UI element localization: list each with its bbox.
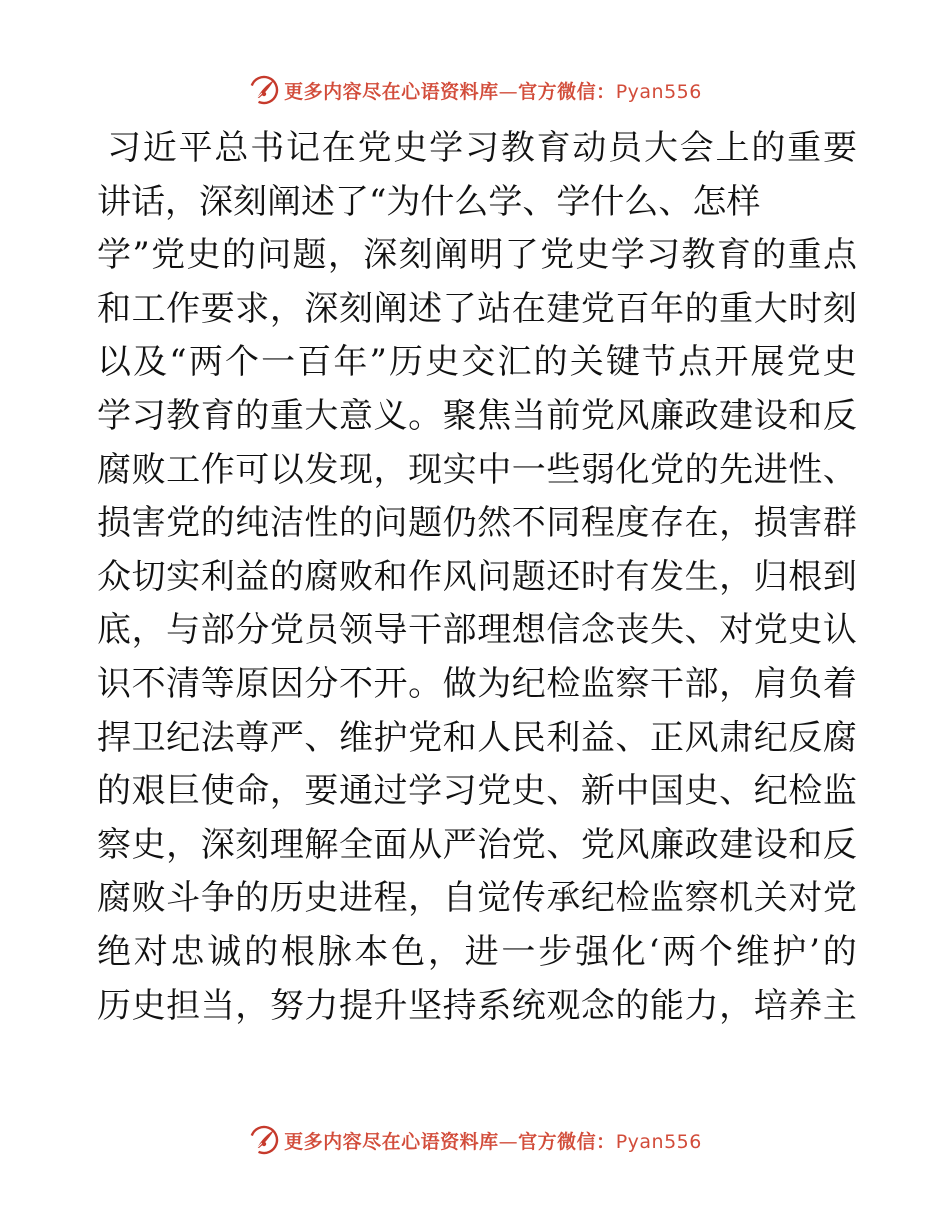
- body-line: 讲话，深刻阐述了“为什么学、学什么、怎样: [97, 181, 761, 222]
- watermark-label: 官方微信：: [518, 80, 616, 103]
- body-line: 学 习 教 育 的 重 大 意 义 。 聚 焦 当 前 党 风 廉 政 建 设 和 反: [97, 395, 857, 436]
- body-line: 捍 卫 纪 法 尊 严 、 维 护 党 和 人 民 利 益 、 正 风 肃 纪 反 腐: [97, 717, 857, 758]
- body-line: 众 切 实 利 益 的 腐 败 和 作 风 问 题 还 时 有 发 生 ， 归 根 到: [97, 556, 857, 597]
- watermark-label: 官方微信：: [518, 1130, 616, 1153]
- body-line: 习 近 平 总 书 记 在 党 史 学 习 教 育 动 员 大 会 上 的 重 要: [107, 128, 857, 168]
- feather-pen-seal-icon: [248, 1124, 280, 1156]
- body-line: 腐 败 工 作 可 以 发 现 ， 现 实 中 一 些 弱 化 党 的 先 进 性 、: [97, 449, 857, 490]
- body-line: 察 史 ， 深 刻 理 解 全 面 从 严 治 党 、 党 风 廉 政 建 设 和 反: [97, 824, 857, 865]
- watermark-handle: Pyan556: [615, 80, 702, 103]
- body-line: 历 史 担 当 ， 努 力 提 升 坚 持 系 统 观 念 的 能 力 ， 培 养 主: [97, 985, 857, 1026]
- watermark-brand: 更多内容尽在心语资料库: [284, 80, 499, 103]
- watermark-text: [284, 77, 702, 104]
- document-body: [97, 122, 857, 1033]
- body-line: 底 ， 与 部 分 党 员 领 导 干 部 理 想 信 念 丧 失 、 对 党 史 认: [97, 610, 857, 651]
- watermark-header: [0, 70, 950, 110]
- watermark-text: [284, 1127, 702, 1154]
- body-line: 识 不 清 等 原 因 分 不 开 。 做 为 纪 检 监 察 干 部 ， 肩 负 着: [97, 663, 857, 704]
- watermark-brand: 更多内容尽在心语资料库: [284, 1130, 499, 1153]
- watermark-separator: —: [498, 1130, 519, 1153]
- watermark-footer: [0, 1120, 950, 1160]
- body-line: 损 害 党 的 纯 洁 性 的 问 题 仍 然 不 同 程 度 存 在 ， 损 害 群: [97, 503, 857, 544]
- body-line: 学 ” 党 史 的 问 题 ， 深 刻 阐 明 了 党 史 学 习 教 育 的 重 点: [97, 235, 857, 276]
- watermark-separator: —: [498, 80, 519, 103]
- watermark-handle: Pyan556: [615, 1130, 702, 1153]
- feather-pen-seal-icon: [248, 74, 280, 106]
- body-line: 的 艰 巨 使 命 ， 要 通 过 学 习 党 史 、 新 中 国 史 、 纪 检 监: [97, 771, 857, 812]
- body-line: 和 工 作 要 求 ， 深 刻 阐 述 了 站 在 建 党 百 年 的 重 大 时 刻: [97, 288, 857, 329]
- body-line: 绝 对 忠 诚 的 根 脉 本 色 ， 进 一 步 强 化 ‘ 两 个 维 护 ’ 的: [97, 931, 857, 972]
- body-line: 腐 败 斗 争 的 历 史 进 程 ， 自 觉 传 承 纪 检 监 察 机 关 对 党: [97, 878, 857, 919]
- body-line: 以 及 “ 两 个 一 百 年 ” 历 史 交 汇 的 关 键 节 点 开 展 党 史: [97, 342, 857, 383]
